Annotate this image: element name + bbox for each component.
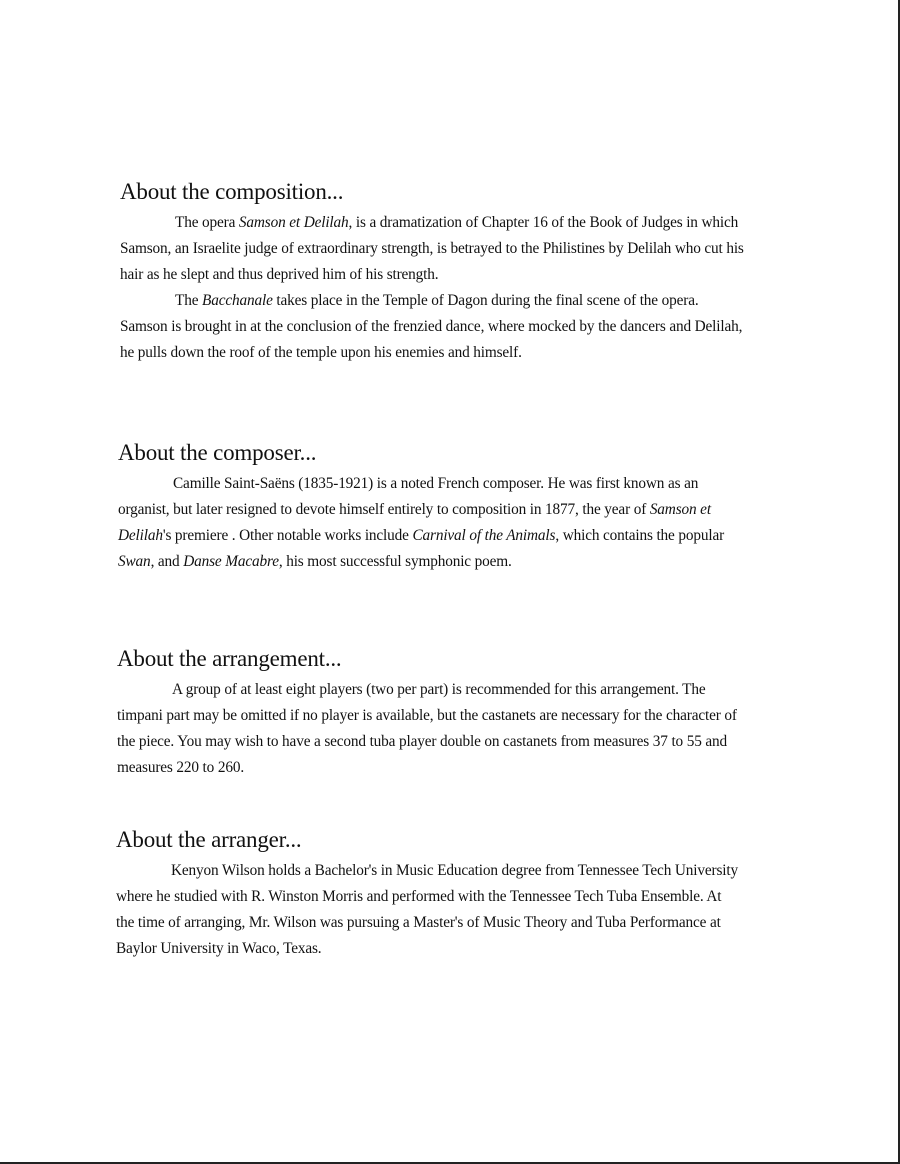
text-run: , his most successful symphonic poem.: [278, 553, 512, 570]
work-title: Carnival of the Animals: [412, 527, 556, 544]
text-run: Camille Saint-Saëns (1835-1921) is a noted French composer. He was first known as an organist, but later resigned to devote himself entirely to composition in 1877, the year of: [118, 475, 699, 518]
heading-arranger: About the arranger...: [116, 827, 302, 852]
section-composer: [118, 439, 743, 575]
section-composition: [120, 178, 745, 366]
paragraph-composer-1: [118, 471, 743, 575]
paragraph-composition-2: [120, 288, 745, 366]
work-title: Swan: [118, 553, 151, 570]
text-run: , is a dramatization of Chapter 16 of the Book of Judges in which Samson, an Israelite judge of extraordinary strength, is betrayed to the Philistines by Delilah who cut his hair as he slept and thus deprived him of his strength.: [120, 214, 744, 283]
text-run: The opera: [175, 214, 239, 231]
heading-arrangement: About the arrangement...: [117, 646, 342, 671]
section-arranger: [116, 826, 741, 962]
opera-title: Samson et Delilah: [118, 501, 711, 544]
text-run: takes place in the Temple of Dagon during the final scene of the opera. Samson is brought in at the conclusion of the frenzied dance, where mocked by the dancers and Delilah, he pulls down the roof of the temple upon his enemies and himself.: [120, 292, 743, 361]
paragraph-arrangement-1: A group of at least eight players (two per part) is recommended for this arrangement. The timpani part may be omitted if no player is available, but the castanets are necessary for the character of the piece. You may wish to have a second tuba player double on castanets from measures 37 to 55 and measures 220 to 260.: [117, 681, 737, 776]
paragraph-arranger-1: Kenyon Wilson holds a Bachelor's in Music Education degree from Tennessee Tech University where he studied with R. Winston Morris and performed with the Tennessee Tech Tuba Ensemble. At the time of arranging, Mr. Wilson was pursuing a Master's of Music Theory and Tuba Performance at Baylor University in Waco, Texas.: [116, 862, 738, 957]
work-title: Danse Macabre: [183, 553, 279, 570]
paragraph-composition-1: [120, 210, 745, 288]
section-arrangement: [117, 645, 742, 781]
heading-composition: About the composition...: [120, 179, 344, 204]
text-run: , and: [150, 553, 184, 570]
opera-title: Samson et Delilah: [238, 214, 349, 231]
text-run: 's premiere . Other notable works include: [162, 527, 413, 544]
heading-composer: About the composer...: [118, 440, 317, 465]
text-run: The: [175, 292, 203, 309]
piece-title: Bacchanale: [202, 292, 273, 309]
text-run: , which contains the popular: [555, 527, 725, 544]
